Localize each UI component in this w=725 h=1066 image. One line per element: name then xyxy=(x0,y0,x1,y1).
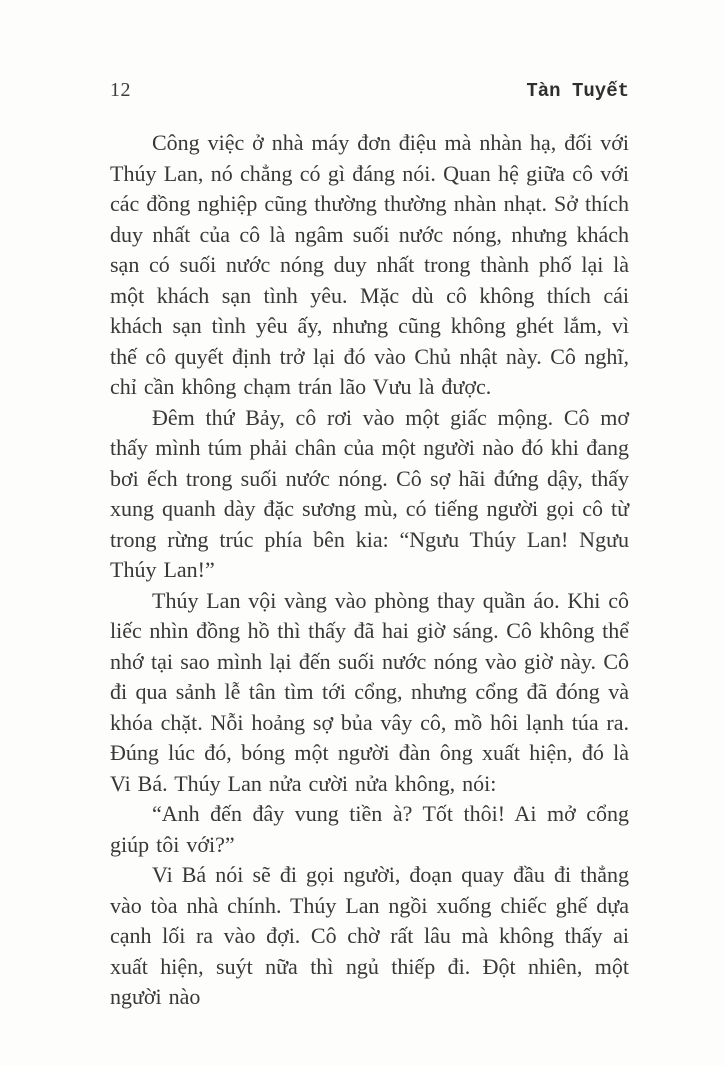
paragraph-3: Thúy Lan vội vàng vào phòng thay quần áo. Khi cô liếc nhìn đồng hồ thì thấy đã hai giờ sáng. Cô không thể nhớ tại sao mình lại đến suối nước nóng vào giờ này. Cô đi qua sảnh lễ tân tìm tới cổng, nhưng cổng đã đóng và khóa chặt. Nỗi hoảng sợ bủa vây cô, mồ hôi lạnh túa ra. Đúng lúc đó, bóng một người đàn ông xuất hiện, đó là Vi Bá. Thúy Lan nửa cười nửa không, nói: xyxy=(110,587,629,796)
paragraph-4-dialogue: “Anh đến đây vung tiền à? Tốt thôi! Ai mở cổng giúp tôi với?” xyxy=(110,801,629,857)
paragraph-1: Công việc ở nhà máy đơn điệu mà nhàn hạ, đối với Thúy Lan, nó chẳng có gì đáng nói. Quan hệ giữa cô với các đồng nghiệp cũng thường thường nhàn nhạt. Sở thích duy nhất của cô là ngâm suối nước nóng, nhưng khách sạn có suối nước nóng duy nhất trong thành phố lại là một khách sạn tình yêu. Mặc dù cô không thích cái khách sạn tình yêu ấy, nhưng cũng không ghét lắm, vì thế cô quyết định trở lại đó vào Chủ nhật này. Cô nghĩ, chỉ cần không chạm trán lão Vưu là được. xyxy=(110,130,629,399)
running-header-author: Tàn Tuyết xyxy=(526,80,629,102)
paragraph-2: Đêm thứ Bảy, cô rơi vào một giấc mộng. Cô mơ thấy mình túm phải chân của một người nào đó khi đang bơi ếch trong suối nước nóng. Cô sợ hãi đứng dậy, thấy xung quanh dày đặc sương mù, có tiếng người gọi cô từ trong rừng trúc phía bên kia: “Ngưu Thúy Lan! Ngưu Thúy Lan!” xyxy=(110,404,629,582)
page-number: 12 xyxy=(110,79,131,101)
body-text xyxy=(110,128,629,1013)
page-header xyxy=(110,79,629,102)
paragraph-5: Vi Bá nói sẽ đi gọi người, đoạn quay đầu đi thẳng vào tòa nhà chính. Thúy Lan ngồi xuống chiếc ghế dựa cạnh lối ra vào đợi. Cô chờ rất lâu mà không thấy ai xuất hiện, suýt nữa thì ngủ thiếp đi. Đột nhiên, một người nào xyxy=(110,862,629,1009)
